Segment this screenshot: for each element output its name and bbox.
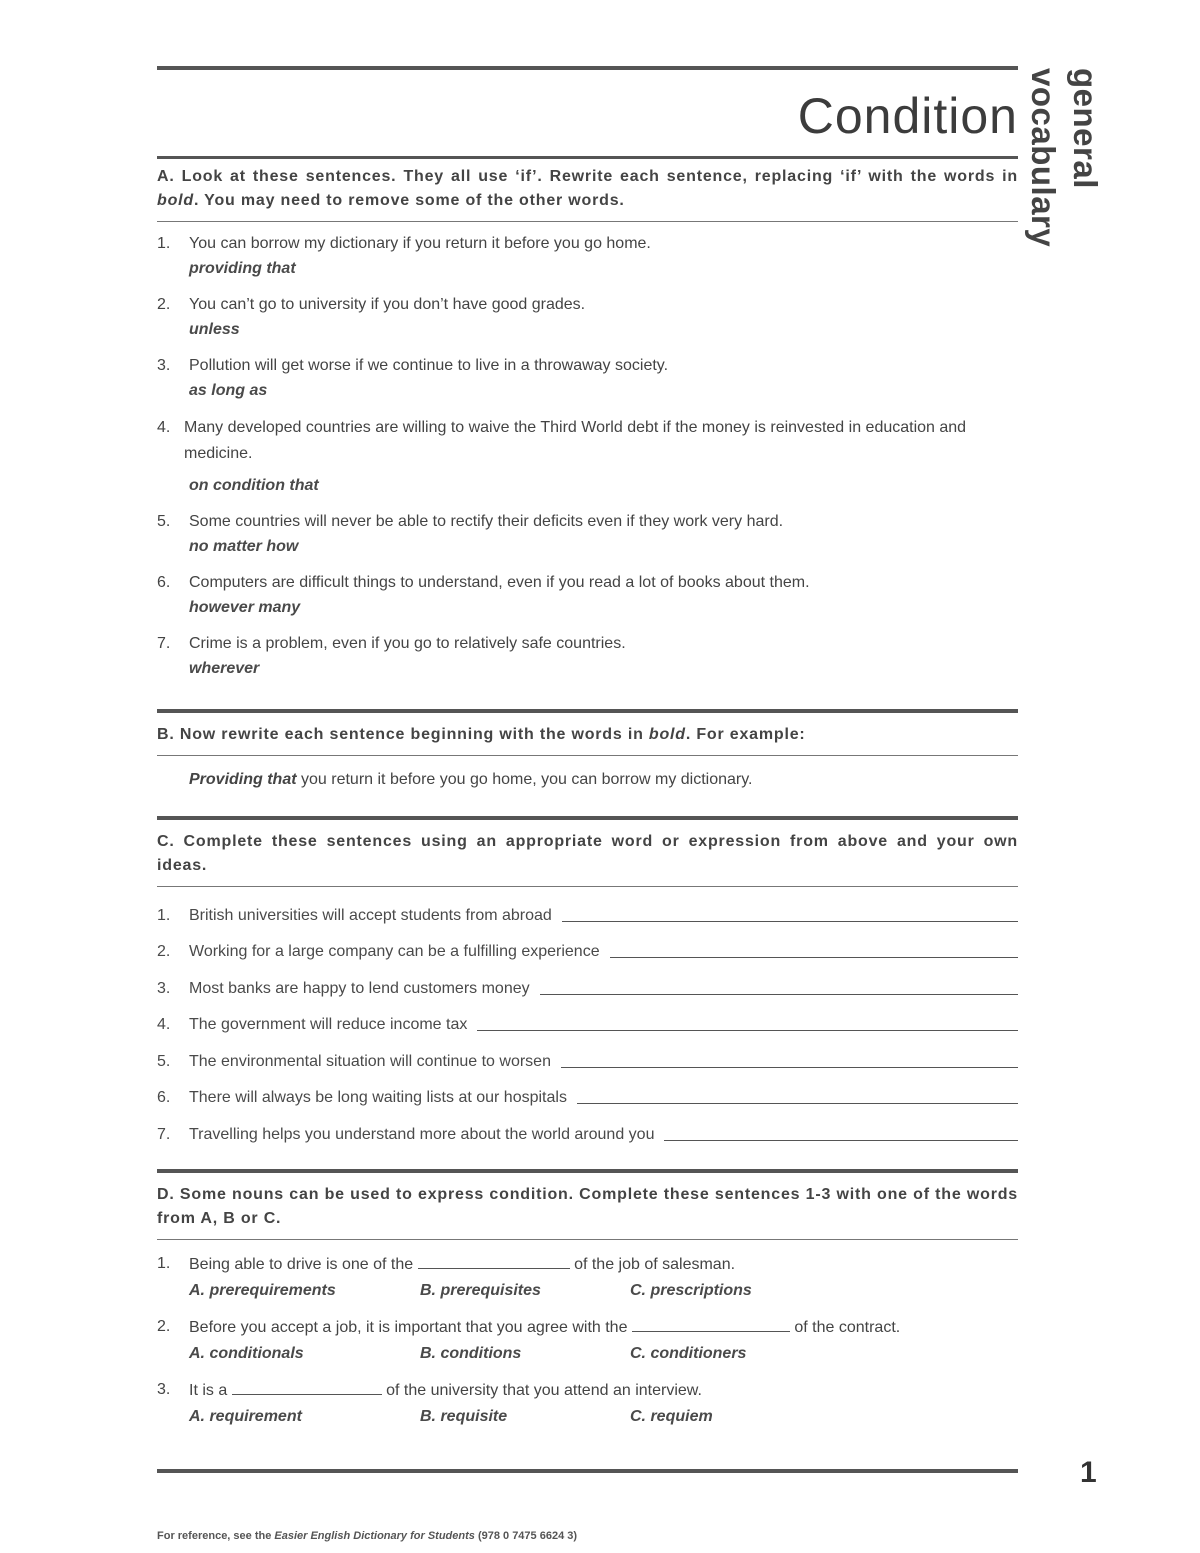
answer-blank[interactable] (477, 1030, 1018, 1031)
section-a-list (157, 232, 1018, 682)
answer-blank[interactable] (561, 1067, 1018, 1068)
answer-blank[interactable] (418, 1252, 570, 1269)
section-c-list (157, 891, 1018, 1147)
list-item: 6. Computers are difficult things to understand, even if you read a lot of books about them. however many (157, 571, 1018, 621)
top-rule (157, 66, 1018, 70)
hint-phrase: as long as (189, 382, 268, 399)
option-c[interactable]: C. requiem (630, 1407, 713, 1425)
section-c-divider (157, 886, 1018, 887)
answer-blank[interactable] (540, 994, 1018, 995)
page-number: 1 (1080, 1456, 1097, 1489)
option-c[interactable]: C. conditioners (630, 1344, 747, 1362)
section-b-divider (157, 755, 1018, 756)
list-item: 5. The environmental situation will continue to worsen (157, 1037, 1018, 1074)
list-item: 6. There will always be long waiting lists at our hospitals (157, 1074, 1018, 1111)
option-b[interactable]: B. prerequisites (420, 1281, 541, 1299)
answer-blank[interactable] (232, 1378, 382, 1395)
answer-blank[interactable] (577, 1103, 1018, 1104)
hint-phrase: however many (189, 599, 301, 616)
list-item: 3. Pollution will get worse if we continue to live in a throwaway society. as long as (157, 354, 1018, 404)
option-a[interactable]: A. requirement (189, 1407, 302, 1425)
list-item: 5. Some countries will never be able to rectify their deficits even if they work very hard. no matter how (157, 510, 1018, 560)
section-a-heading: A. Look at these sentences. They all use ‘if’. Rewrite each sentence, replacing ‘if’ with the words in bold. You may need to remove some of the other words. (157, 168, 1018, 209)
list-item: 1. British universities will accept students from abroad (157, 891, 1018, 928)
option-a[interactable]: A. conditionals (189, 1344, 304, 1362)
side-label: general vocabulary (1025, 68, 1104, 248)
hint-phrase: on condition that (189, 477, 319, 494)
answer-blank[interactable] (664, 1140, 1018, 1141)
option-c[interactable]: C. prescriptions (630, 1281, 752, 1299)
list-item: 3. Most banks are happy to lend customers money (157, 964, 1018, 1001)
section-d-heading: D. Some nouns can be used to express condition. Complete these sentences 1-3 with one of the words from A, B or C. (157, 1185, 1018, 1227)
hint-phrase: unless (189, 321, 240, 338)
page-title: Condition (797, 88, 1018, 144)
hint-phrase: providing that (189, 260, 296, 277)
section-d-list (157, 1252, 1018, 1431)
list-item: 1. You can borrow my dictionary if you return it before you go home. providing that (157, 232, 1018, 282)
option-b[interactable]: B. requisite (420, 1407, 508, 1425)
footer-reference: For reference, see the Easier English Dictionary for Students (978 0 7475 6624 3) (157, 1530, 578, 1542)
option-a[interactable]: A. prerequirements (189, 1281, 336, 1299)
list-item: 7. Crime is a problem, even if you go to relatively safe countries. wherever (157, 632, 1018, 682)
section-d-divider (157, 1239, 1018, 1240)
list-item: 7. Travelling helps you understand more about the world around you (157, 1110, 1018, 1147)
list-item: 2. Before you accept a job, it is important that you agree with the of the contract. A. conditionals B. conditions C. conditioners (157, 1315, 1018, 1368)
hint-phrase: wherever (189, 660, 260, 677)
list-item: 3. It is a of the university that you attend an interview. A. requirement B. requisite C. requiem (157, 1378, 1018, 1431)
bottom-rule (157, 1469, 1018, 1473)
list-item: 1. Being able to drive is one of the of the job of salesman. A. prerequirements B. prerequisites C. prescriptions (157, 1252, 1018, 1305)
section-b-heading: B. Now rewrite each sentence beginning with the words in bold. For example: (157, 726, 806, 743)
option-b[interactable]: B. conditions (420, 1344, 522, 1362)
worksheet (157, 66, 1018, 1473)
answer-blank[interactable] (562, 921, 1018, 922)
section-c-heading: C. Complete these sentences using an appropriate word or expression from above and your own ideas. (157, 833, 1018, 874)
hint-phrase: no matter how (189, 538, 299, 555)
list-item: 2. Working for a large company can be a fulfilling experience (157, 928, 1018, 965)
list-item: 4. Many developed countries are willing to waive the Third World debt if the money is reinvested in education and medicine. on condition that (157, 415, 1018, 499)
answer-blank[interactable] (610, 957, 1018, 958)
list-item: 2. You can’t go to university if you don’t have good grades. unless (157, 293, 1018, 343)
example-sentence: Providing that you return it before you go home, you can borrow my dictionary. (189, 771, 753, 788)
answer-blank[interactable] (632, 1315, 790, 1332)
section-a-divider (157, 221, 1018, 222)
list-item: 4. The government will reduce income tax (157, 1001, 1018, 1038)
